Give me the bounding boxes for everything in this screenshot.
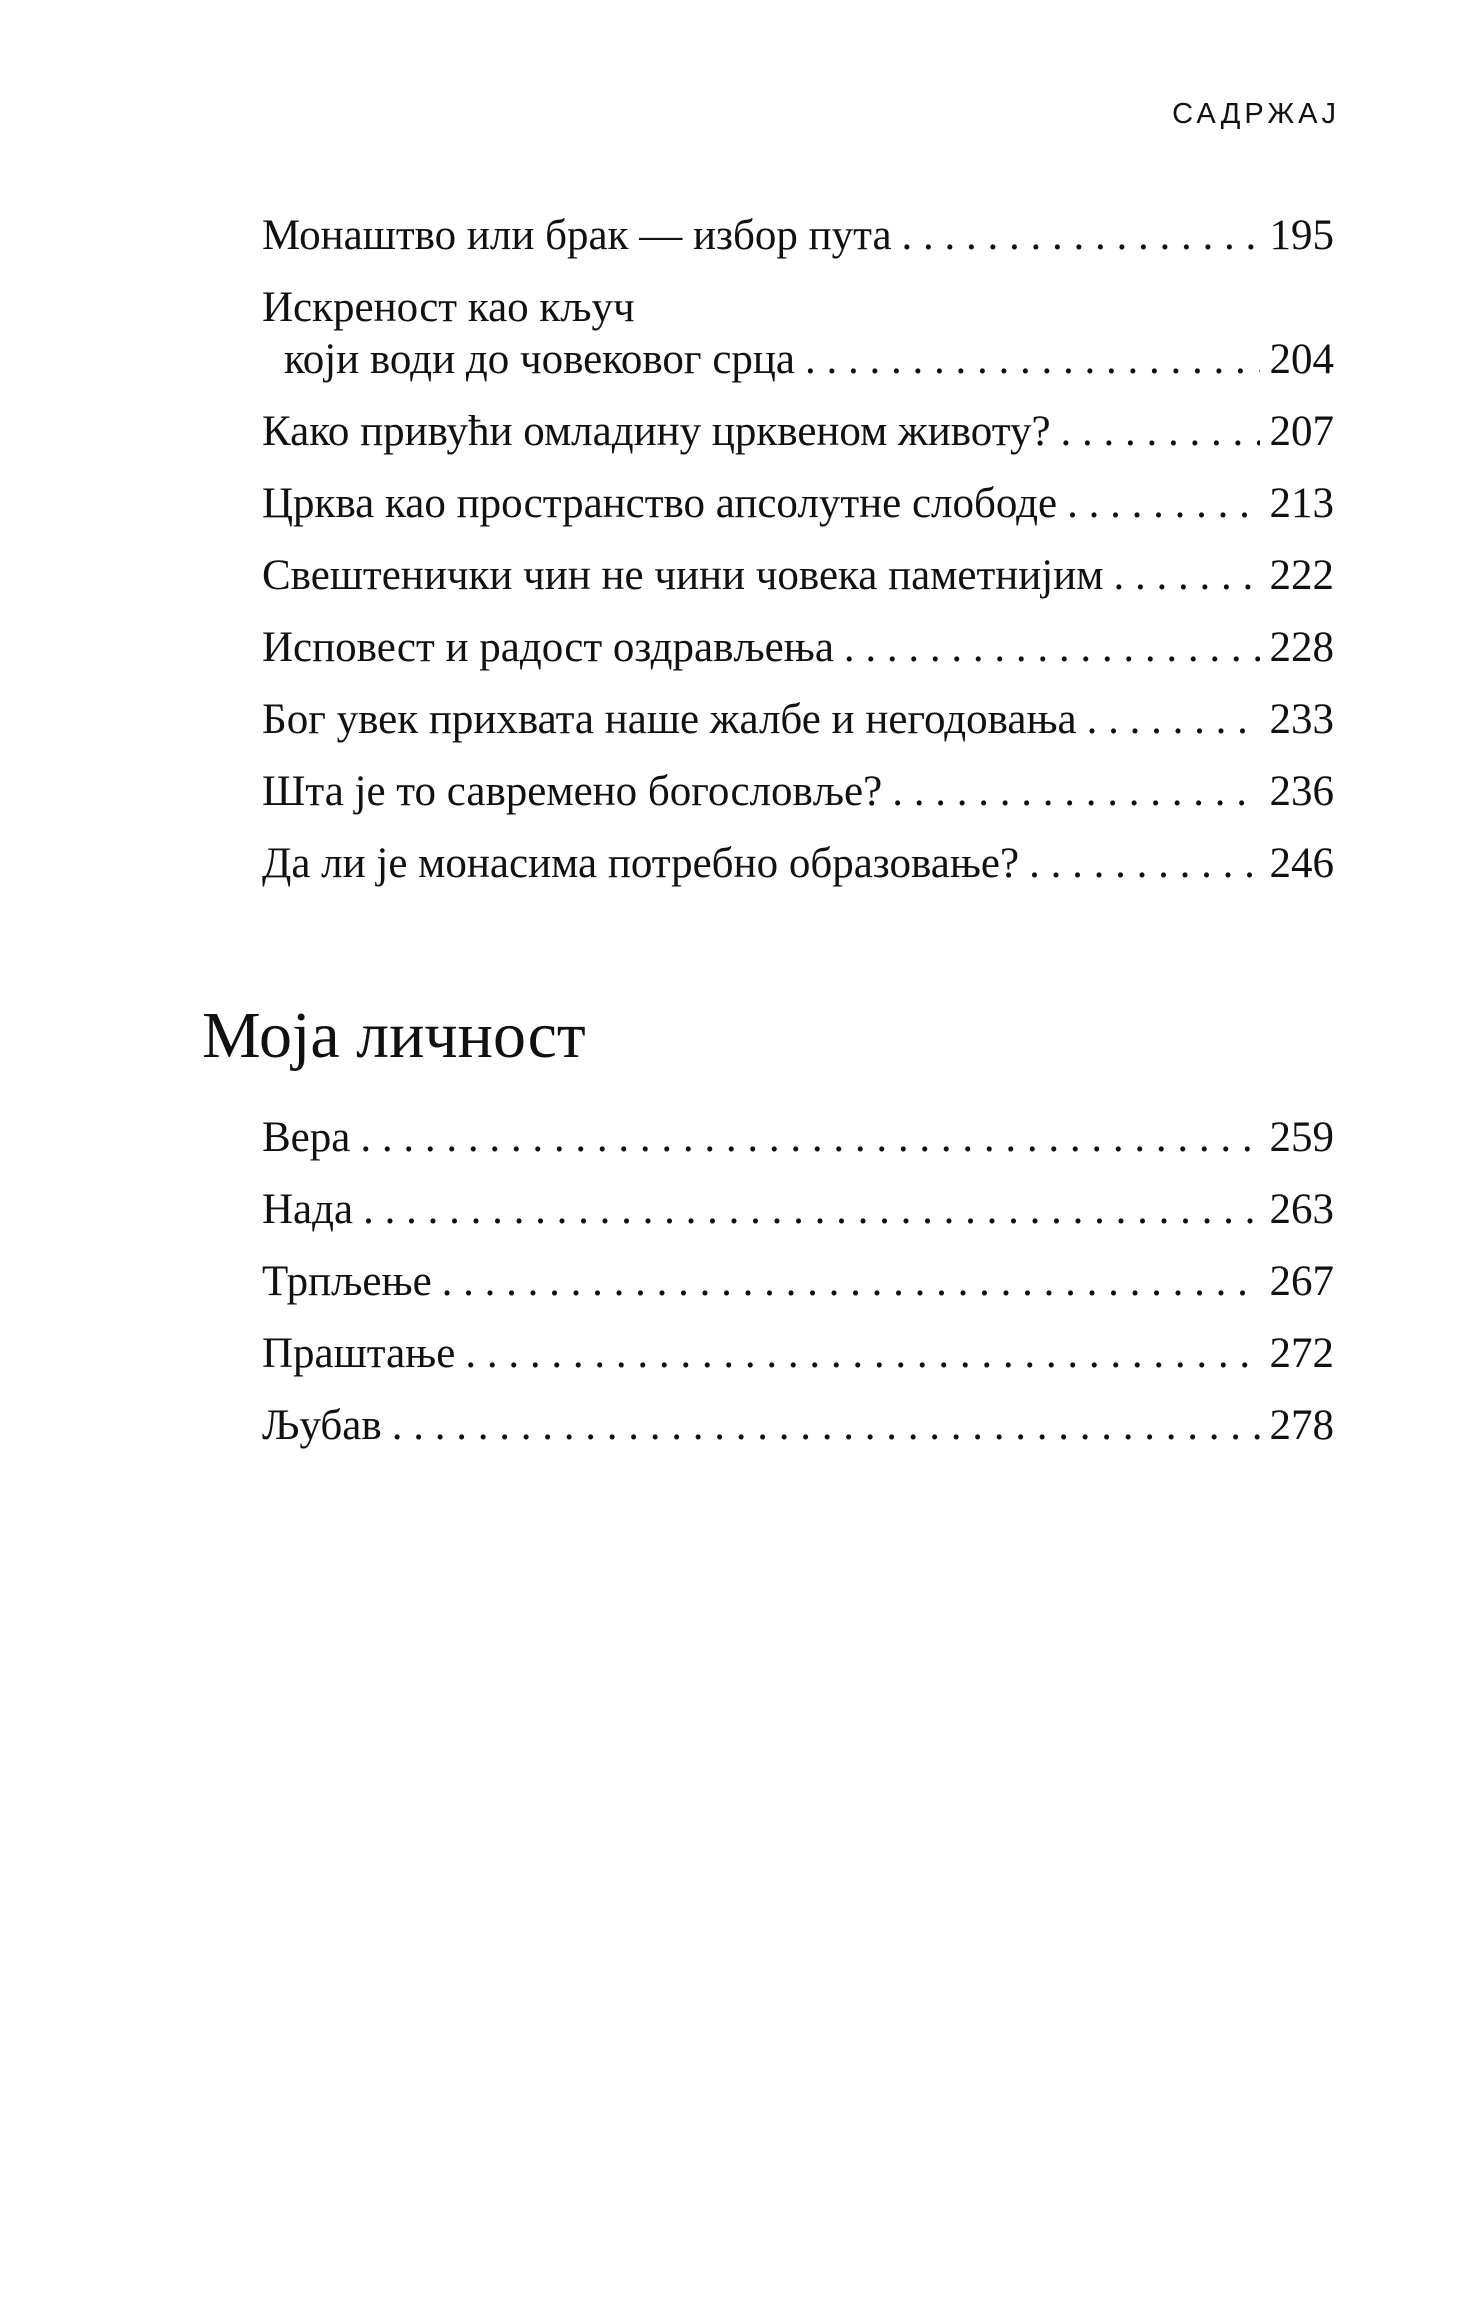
dot-leader: [844, 622, 1260, 674]
toc-entry[interactable]: [262, 1400, 1334, 1452]
toc-entry-title: Шта је то савремено богословље?: [262, 768, 883, 815]
toc-entry[interactable]: [262, 622, 1334, 674]
dot-leader: [1061, 406, 1260, 458]
dot-leader: [1113, 550, 1259, 602]
toc-entry-title: Љубав: [262, 1402, 382, 1449]
dot-leader: [1067, 478, 1259, 530]
section-heading: Моја личност: [202, 999, 586, 1072]
toc-entry[interactable]: [262, 694, 1334, 746]
toc-entry-page: 204: [1269, 336, 1334, 383]
dot-leader: [902, 210, 1260, 262]
toc-entry-page: 267: [1269, 1258, 1334, 1305]
toc-entry[interactable]: [262, 550, 1334, 602]
dot-leader: [465, 1328, 1259, 1380]
toc-entry-title: Исповест и радост оздрављења: [262, 624, 834, 671]
toc-entry-page: 278: [1269, 1402, 1334, 1449]
dot-leader: [392, 1400, 1260, 1452]
toc-entry-page: 207: [1269, 408, 1334, 455]
dot-leader: [1087, 694, 1260, 746]
toc-entry[interactable]: [262, 766, 1334, 818]
toc-entry-page: 246: [1269, 840, 1334, 887]
toc-entry-title: Да ли је монасима потребно образовање?: [262, 840, 1020, 887]
dot-leader: [363, 1184, 1259, 1236]
toc-entry-title-continued: који води до човековог срца: [284, 336, 796, 383]
toc-entry[interactable]: [262, 282, 1334, 386]
toc-entry-title: Вера: [262, 1114, 351, 1161]
toc-entry-page: 213: [1269, 480, 1334, 527]
toc-entry[interactable]: [262, 478, 1334, 530]
toc-entry-title: Трпљење: [262, 1258, 432, 1305]
toc-entry-page: 195: [1269, 212, 1334, 259]
running-head: САДРЖАЈ: [1172, 98, 1340, 130]
toc-entry-page: 236: [1269, 768, 1334, 815]
toc-entry[interactable]: [262, 1184, 1334, 1236]
toc-entry[interactable]: [262, 406, 1334, 458]
dot-leader: [360, 1112, 1259, 1164]
toc-entry[interactable]: [262, 1112, 1334, 1164]
toc-entry-page: 259: [1269, 1114, 1334, 1161]
toc-entry-title: Црква као пространство апсолутне слободе: [262, 480, 1058, 527]
dot-leader: [1029, 838, 1259, 890]
toc-entry-title: Свештенички чин не чини човека паметнијим: [262, 552, 1104, 599]
toc-list: [262, 1112, 1334, 1472]
toc-entry-title: Бог увек прихвата наше жалбе и негодовања: [262, 696, 1077, 743]
toc-entry[interactable]: [262, 210, 1334, 262]
toc-entry-page: 233: [1269, 696, 1334, 743]
toc-entry-title: Како привући омладину црквеном животу?: [262, 408, 1051, 455]
toc-entry-page: 228: [1269, 624, 1334, 671]
dot-leader: [892, 766, 1259, 818]
toc-entry-title: Праштање: [262, 1330, 456, 1377]
toc-entry-page: 222: [1269, 552, 1334, 599]
toc-entry-page: 263: [1269, 1186, 1334, 1233]
dot-leader: [805, 334, 1259, 386]
toc-list: [262, 210, 1334, 910]
toc-entry-title: Искреност као кључ: [262, 284, 635, 331]
toc-entry[interactable]: [262, 1256, 1334, 1308]
toc-entry[interactable]: [262, 1328, 1334, 1380]
toc-entry-title: Нада: [262, 1186, 354, 1233]
toc-entry-title: Монаштво или брак — избор пута: [262, 212, 892, 259]
toc-entry[interactable]: [262, 838, 1334, 890]
toc-entry-page: 272: [1269, 1330, 1334, 1377]
dot-leader: [442, 1256, 1260, 1308]
